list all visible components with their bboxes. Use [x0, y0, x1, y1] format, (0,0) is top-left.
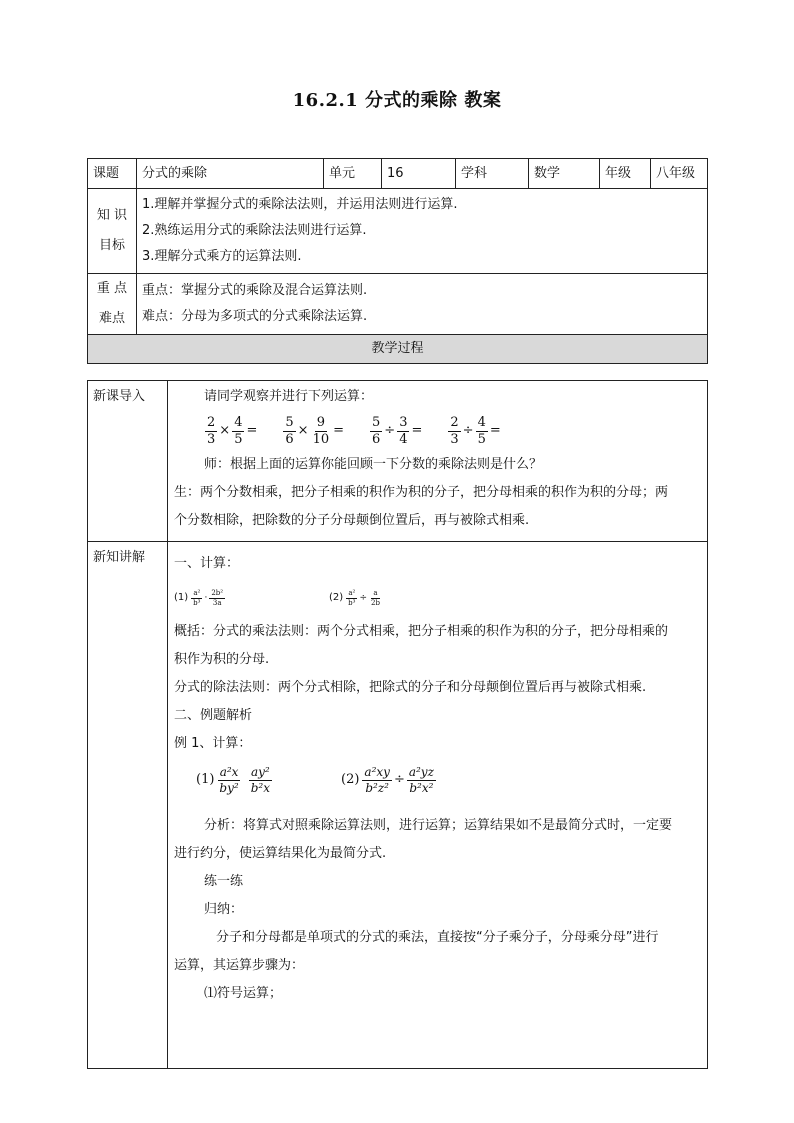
step-1: ⑴符号运算； [204, 986, 283, 1001]
summary-text-line1: 分子和分母都是单项式的分式的乘法，直接按“分子乘分子，分母乘分母”进行 [216, 930, 659, 945]
goals-content [137, 189, 708, 274]
rule-mul-line2: 积作为积的分母. [174, 652, 270, 667]
header-row [88, 159, 708, 189]
new-section-label: 新知讲解 [93, 550, 146, 565]
example-row [174, 758, 701, 802]
key-points-label [88, 274, 137, 335]
goals-row [88, 189, 708, 274]
fraction: $\frac{2}{3}$ [207, 414, 216, 447]
fraction: $\frac{\text{a²xy}}{\text{b²z²}}$ [364, 764, 390, 795]
fraction: $\frac{a}{2b}$ [371, 588, 380, 607]
fraction: $\frac{\text{2b²}}{3a}$ [211, 588, 224, 607]
new-content [168, 542, 708, 1069]
key-points-content [137, 274, 708, 335]
calc-1: (1) $\frac{\text{a²}}{\text{b³}}$ · $\frac{\text{2b²}}{3a}$ [174, 588, 224, 607]
intro-expr-3: $\frac{5}{6}$ ÷ $\frac{3}{4}$ = [372, 414, 423, 447]
summary: 归纳： [204, 902, 244, 917]
example-1-heading: 例 1、计算： [174, 736, 252, 751]
example-1-1: (1) $\frac{\text{a²x}}{\text{by²}}$ $\frac{\text{ay²}}{\text{b²x}}$ [196, 764, 270, 795]
goals-label-line1: 知 识 [96, 208, 128, 223]
goal-item: 2.熟练运用分式的乘除法法则进行运算. [142, 223, 367, 238]
key-points-row [88, 274, 708, 335]
student-answer-line2: 个分数相除，把除数的分子分母颠倒位置后，再与被除式相乘. [174, 513, 530, 528]
key-label-line2: 难点 [98, 311, 125, 326]
calc-row [174, 578, 701, 618]
fraction: $\frac{2}{3}$ [450, 414, 459, 447]
teacher-question: 师：根据上面的运算你能回顾一下分数的乘除法则是什么？ [204, 457, 543, 472]
intro-section [88, 381, 708, 542]
summary-text-line2: 运算，其运算步骤为： [174, 958, 305, 973]
process-header: 教学过程 [88, 335, 708, 364]
analysis-line2: 进行约分，使运算结果化为最简分式. [174, 846, 387, 861]
unit-value: 16 [382, 159, 456, 189]
analysis-line1: 分析：将算式对照乘除运算法则，进行运算；运算结果如不是最简分式时，一定要 [204, 818, 673, 833]
lesson-value: 分式的乘除 [137, 159, 324, 189]
grade-label: 年级 [600, 159, 651, 189]
example-heading: 二、例题解析 [174, 708, 253, 723]
document-title: 16.2.1 分式的乘除 教案 [292, 90, 502, 111]
goal-item: 3.理解分式乘方的运算法则. [142, 249, 302, 264]
fraction: $\frac{\text{a²}}{\text{b³}}$ [348, 588, 356, 607]
fraction: $\frac{9}{10}$ [312, 414, 330, 447]
fraction: $\frac{5}{6}$ [285, 414, 294, 447]
intro-content [168, 381, 708, 542]
lesson-label: 课题 [88, 159, 137, 189]
student-answer-line1: 生：两个分数相乘，把分子相乘的积作为积的分子，把分母相乘的积作为积的分母；两 [174, 485, 669, 500]
subject-value: 数学 [529, 159, 600, 189]
lesson-plan-table [87, 158, 708, 364]
practice: 练一练 [204, 874, 244, 889]
intro-expr-4: $\frac{2}{3}$ ÷ $\frac{4}{5}$ = [450, 414, 501, 447]
process-header-row [88, 335, 708, 364]
difficult-point: 难点：分母为多项式的分式乘除法运算. [142, 309, 368, 324]
goals-label [88, 189, 137, 274]
subject-label: 学科 [456, 159, 529, 189]
fraction: $\frac{\text{a²yz}}{\text{b²x²}}$ [408, 764, 434, 795]
goal-item: 1.理解并掌握分式的乘除法法则，并运用法则进行运算. [142, 197, 458, 212]
intro-expr-2: $\frac{5}{6}$ × $\frac{9}{10}$ = [285, 414, 345, 447]
fraction: $\frac{\text{ay²}}{\text{b²x}}$ [250, 764, 270, 795]
fraction: $\frac{3}{4}$ [399, 414, 408, 447]
fraction: $\frac{4}{5}$ [234, 414, 243, 447]
key-label-line1: 重 点 [96, 281, 128, 296]
goals-label-line2: 目标 [98, 238, 125, 253]
key-point: 重点：掌握分式的乘除及混合运算法则. [142, 283, 368, 298]
new-knowledge-section [88, 542, 708, 1069]
rule-mul-line1: 概括：分式的乘法法则：两个分式相乘，把分子相乘的积作为积的分子，把分母相乘的 [174, 624, 669, 639]
example-1-2: (2) $\frac{\text{a²xy}}{\text{b²z²}}$ ÷ $\frac{\text{a²yz}}{\text{b²x²}}$ [341, 764, 434, 795]
unit-label: 单元 [324, 159, 382, 189]
calc-heading: 一、计算： [174, 556, 240, 571]
calc-2: (2) $\frac{\text{a²}}{\text{b³}}$ ÷ $\frac{a}{2b}$ [329, 588, 380, 607]
fraction: $\frac{\text{a²}}{\text{b³}}$ [193, 588, 201, 607]
new-label-cell [88, 542, 168, 1069]
intro-expressions [174, 411, 701, 451]
intro-prompt: 请同学观察并进行下列运算： [204, 389, 374, 404]
fraction: $\frac{4}{5}$ [477, 414, 486, 447]
intro-section-label: 新课导入 [93, 389, 146, 404]
fraction: $\frac{5}{6}$ [372, 414, 381, 447]
intro-expr-1: $\frac{2}{3}$ × $\frac{4}{5}$ = [207, 414, 258, 447]
fraction: $\frac{\text{a²x}}{\text{by²}}$ [219, 764, 239, 795]
grade-value: 八年级 [651, 159, 708, 189]
rule-div: 分式的除法法则：两个分式相除，把除式的分子和分母颠倒位置后再与被除式相乘. [174, 680, 647, 695]
intro-label-cell [88, 381, 168, 542]
process-table [87, 380, 708, 1069]
